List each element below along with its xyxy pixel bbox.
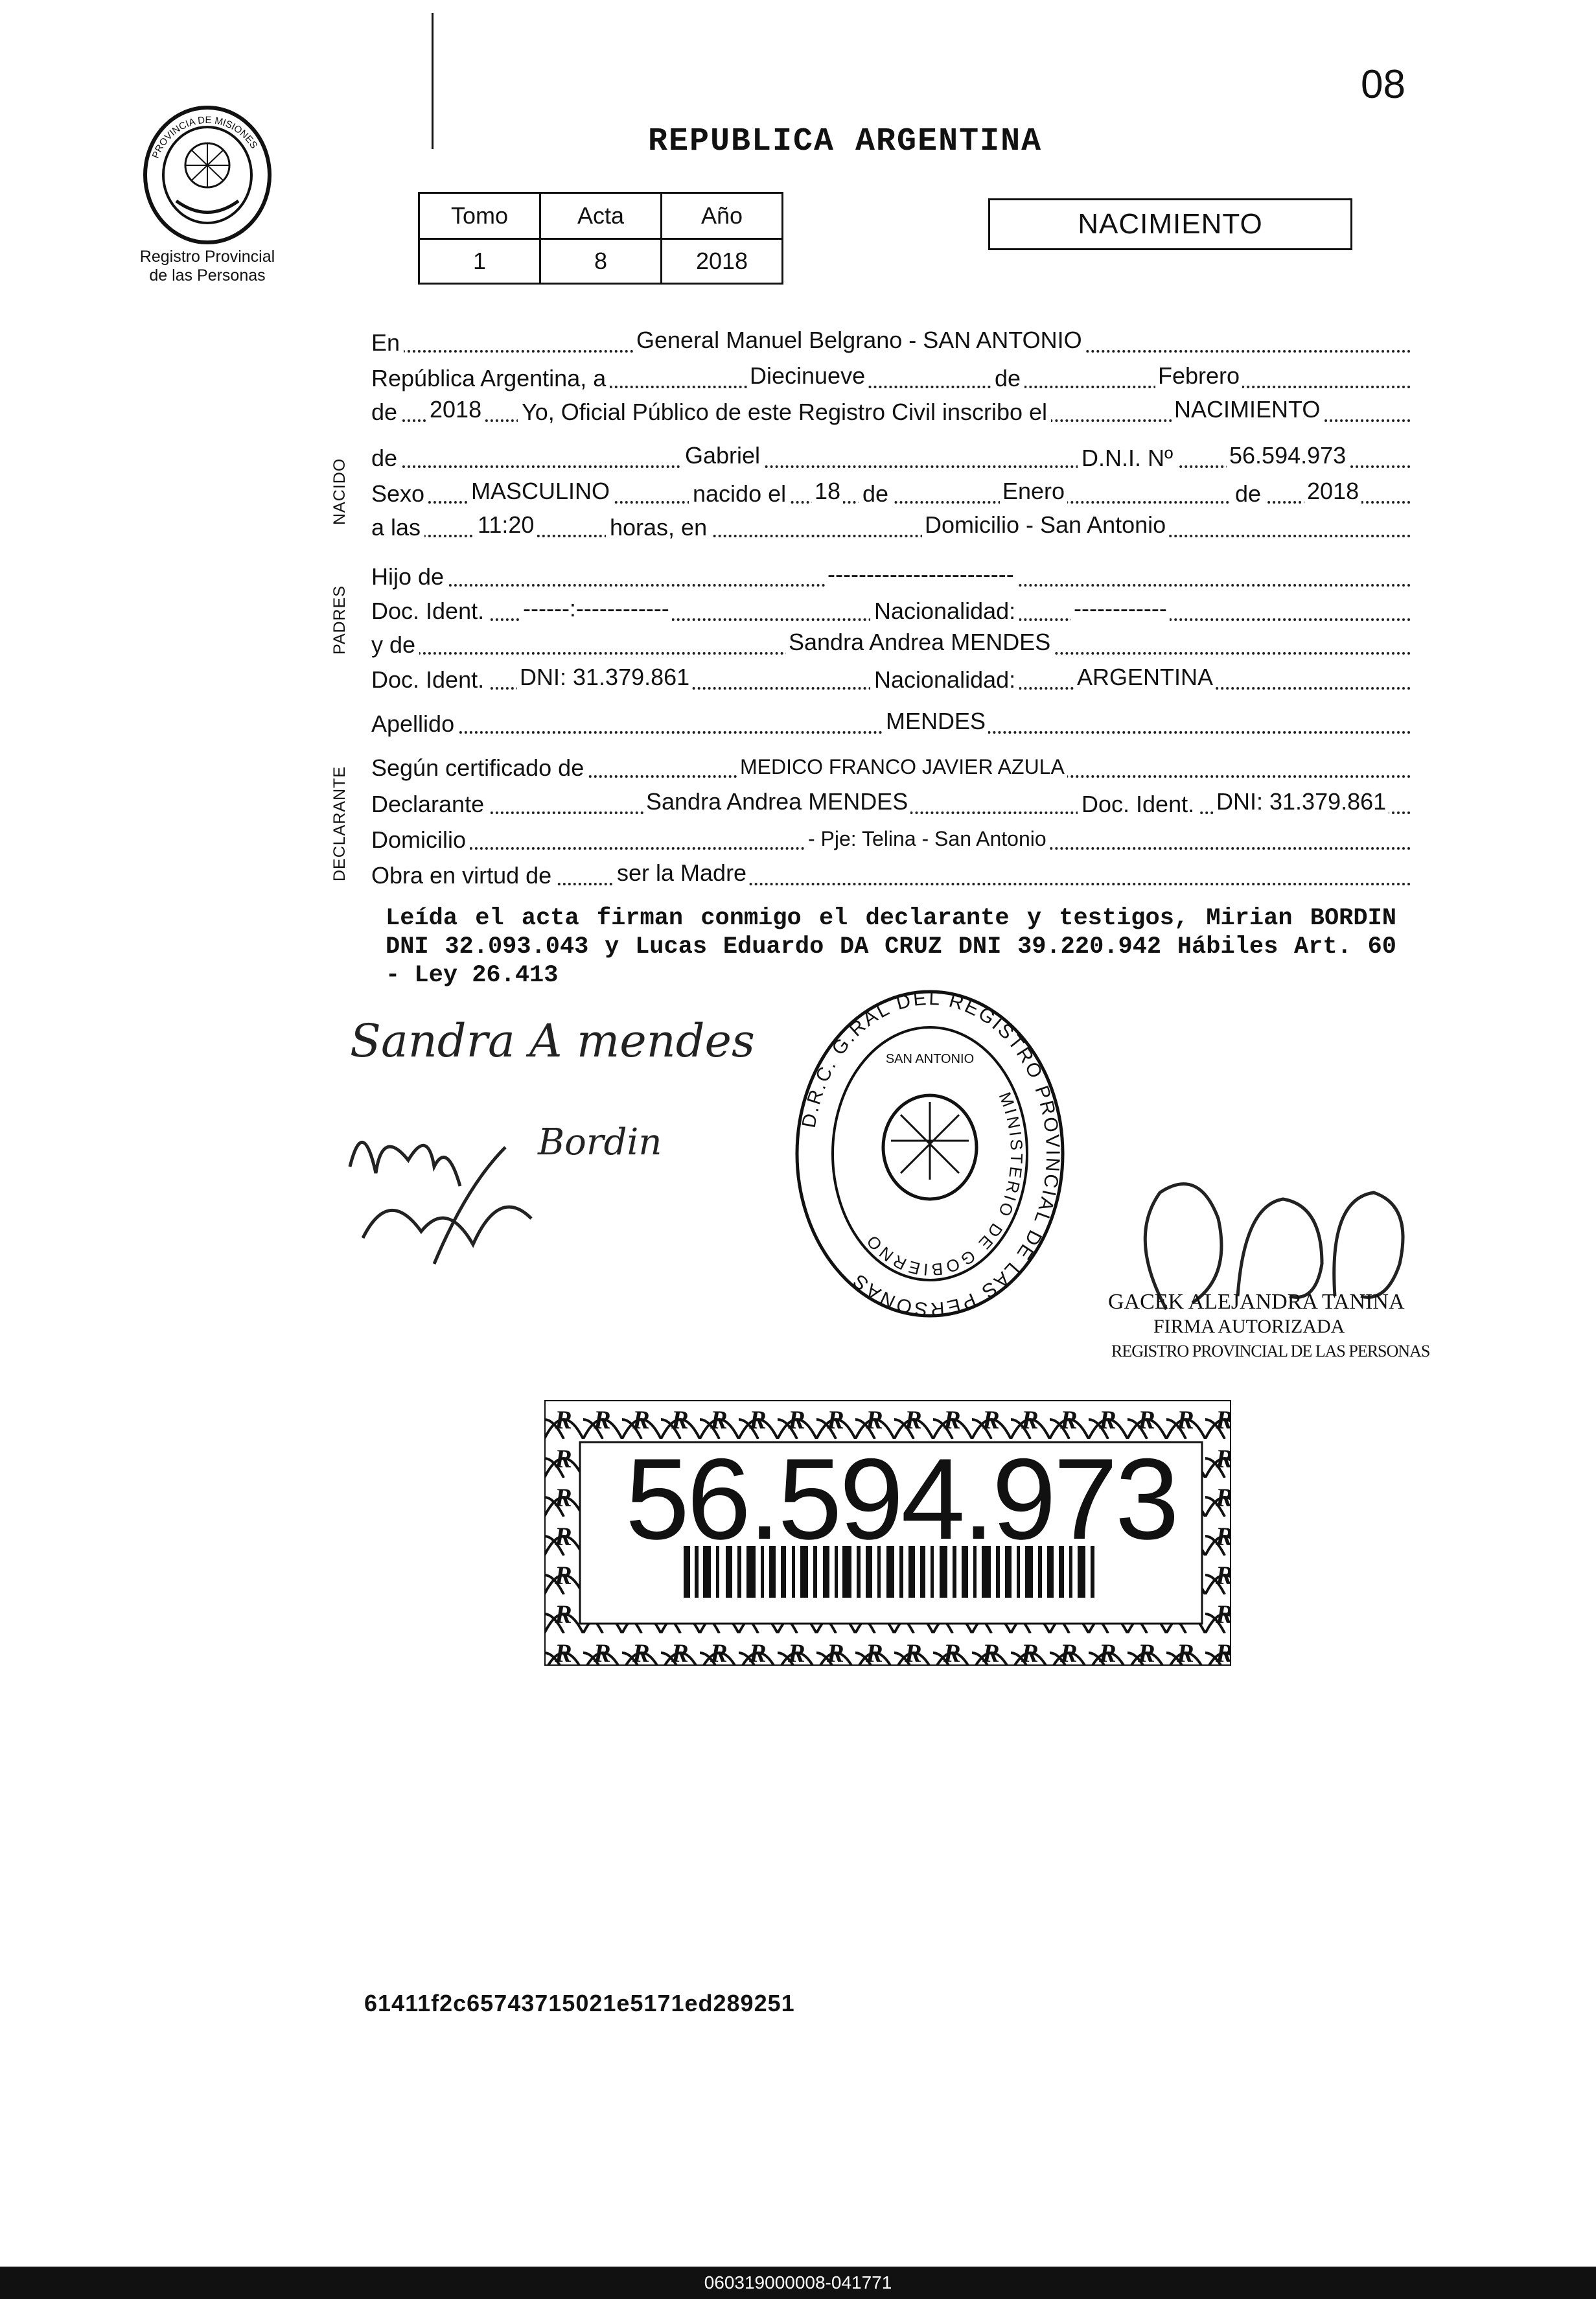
row-name (371, 442, 1411, 472)
acta-header: Acta (540, 193, 662, 239)
year-value: 2018 (427, 396, 484, 423)
sexo-value: MASCULINO (468, 478, 612, 505)
row-inscribo (371, 396, 1411, 426)
apellido-label: Apellido (371, 710, 458, 738)
nacionalidad-label: Nacionalidad: (870, 598, 1019, 625)
row-obra (371, 859, 1411, 889)
row-certificate (371, 756, 1411, 782)
obra-value: ser la Madre (614, 859, 749, 887)
seal-outer-text: D.R.C. G.RAL DEL REGISTRO PROVINCIAL DE LAS PERSONAS (798, 987, 1064, 1320)
tomo-header: Tomo (419, 193, 540, 239)
document-hash: 61411f2c65743715021e5171ed289251 (364, 1990, 795, 2016)
official-seal (787, 985, 1072, 1322)
declarant-value: Sandra Andrea MENDES (643, 788, 910, 815)
side-label-nacido: NACIDO (330, 458, 349, 525)
anio-value: 2018 (662, 239, 783, 284)
row-mother (371, 629, 1411, 659)
de3-label: de (371, 445, 401, 472)
de5-label: de (1231, 480, 1265, 508)
doc-ident2-label: Doc. Ident. (371, 666, 488, 694)
authority-name: GACEK ALEJANDRA TANINA (1108, 1290, 1405, 1314)
dni-value: 56.594.973 (1227, 442, 1348, 469)
sexo-label: Sexo (371, 480, 428, 508)
father-doc-value: ------:------------ (520, 595, 672, 622)
doc-ident3-label: Doc. Ident. (1078, 791, 1198, 818)
tomo-value: 1 (419, 239, 540, 284)
dni-label: D.N.I. Nº (1078, 445, 1177, 472)
y-de-label: y de (371, 631, 419, 659)
logo-ring-text: PROVINCIA DE MISIONES (150, 114, 260, 160)
mother-nationality-value: ARGENTINA (1074, 664, 1216, 691)
anio-header: Año (662, 193, 783, 239)
mother-name-value: Sandra Andrea MENDES (786, 629, 1053, 656)
nacido-label: nacido el (689, 480, 790, 508)
declarante-label: Declarante (371, 791, 488, 818)
declarant-doc-value: DNI: 31.379.861 (1214, 788, 1389, 815)
witness-signature-scribble (337, 1089, 570, 1283)
seal-top-text: SAN ANTONIO (885, 1052, 975, 1066)
row-place (371, 327, 1411, 356)
de-label: de (991, 365, 1024, 392)
act-kind-value: NACIMIENTO (1172, 396, 1323, 423)
republica-label: República Argentina, a (371, 365, 610, 392)
row-father (371, 561, 1411, 590)
place-value: General Manuel Belgrano - SAN ANTONIO (634, 327, 1085, 354)
day-value: Diecinueve (747, 362, 868, 390)
seal-inner-text: MINISTERIO DE GOBIERNO (861, 1089, 1027, 1280)
acta-value: 8 (540, 239, 662, 284)
logo-caption (117, 248, 298, 285)
month-value: Febrero (1155, 362, 1242, 390)
surname-value: MENDES (883, 708, 988, 735)
row-sex-birth (371, 478, 1411, 508)
certificate-value: MEDICO FRANCO JAVIER AZULA (737, 755, 1067, 779)
footer-code-bar: 060319000008-041771 (0, 2267, 1596, 2299)
side-label-declarante: DECLARANTE (330, 765, 349, 881)
row-time-place (371, 511, 1411, 541)
obra-label: Obra en virtud de (371, 862, 555, 889)
address-value: - Pje: Telina - San Antonio (805, 827, 1049, 851)
domicilio-label: Domicilio (371, 826, 470, 854)
nacionalidad2-label: Nacionalidad: (870, 666, 1019, 694)
en-label: En (371, 329, 404, 356)
birth-time-value: 11:20 (475, 511, 537, 539)
sticker-dni-number: 56.594.973 (625, 1434, 1177, 1563)
birth-day-value: 18 (812, 478, 843, 505)
birth-year-value: 2018 (1304, 478, 1361, 505)
margin-line (432, 13, 434, 149)
act-type-box: NACIMIENTO (988, 198, 1352, 250)
authority-office: REGISTRO PROVINCIAL DE LAS PERSONAS (1111, 1342, 1430, 1360)
mother-doc-value: DNI: 31.379.861 (517, 664, 692, 691)
doc-ident-label: Doc. Ident. (371, 598, 488, 625)
signature-declarant: Sandra A mendes (350, 1014, 755, 1068)
father-nationality-value: ------------ (1071, 595, 1170, 622)
de2-label: de (371, 399, 401, 426)
certificado-label: Según certificado de (371, 754, 588, 782)
oficial-text: Yo, Oficial Público de este Registro Civil inscribo el (518, 399, 1051, 426)
hijo-label: Hijo de (371, 563, 448, 590)
horas-label: horas, en (606, 514, 711, 541)
birth-month-value: Enero (1000, 478, 1067, 505)
provincial-coat-of-arms-logo (136, 104, 279, 246)
row-declarant (371, 788, 1411, 818)
page-number: 08 (1361, 62, 1405, 107)
authority-title: FIRMA AUTORIZADA (1153, 1316, 1345, 1337)
logo-caption-line1: Registro Provincial (139, 248, 275, 266)
birth-place-value: Domicilio - San Antonio (922, 511, 1168, 539)
row-father-doc (371, 595, 1411, 625)
row-date (371, 362, 1411, 392)
logo-caption-line2: de las Personas (149, 266, 266, 285)
registry-table (418, 192, 783, 285)
signature-witness: Bordin (538, 1121, 662, 1163)
side-label-padres: PADRES (330, 585, 349, 655)
row-surname (371, 708, 1411, 738)
witness-statement: Leída el acta firman conmigo el declarante y testigos, Mirian BORDIN DNI 32.093.043 y Lucas Eduardo DA CRUZ DNI 39.220.942 Hábiles Art. 60 - Ley 26.413 (386, 905, 1396, 989)
a-las-label: a las (371, 514, 424, 541)
row-mother-doc (371, 664, 1411, 694)
document-title: REPUBLICA ARGENTINA (648, 123, 1043, 160)
svg-text:MINISTERIO DE GOBIERNO (861, 1090, 1026, 1280)
name-value: Gabriel (682, 442, 763, 469)
father-name-value: ------------------------ (825, 561, 1017, 588)
row-address (371, 828, 1411, 854)
de4-label: de (859, 480, 892, 508)
